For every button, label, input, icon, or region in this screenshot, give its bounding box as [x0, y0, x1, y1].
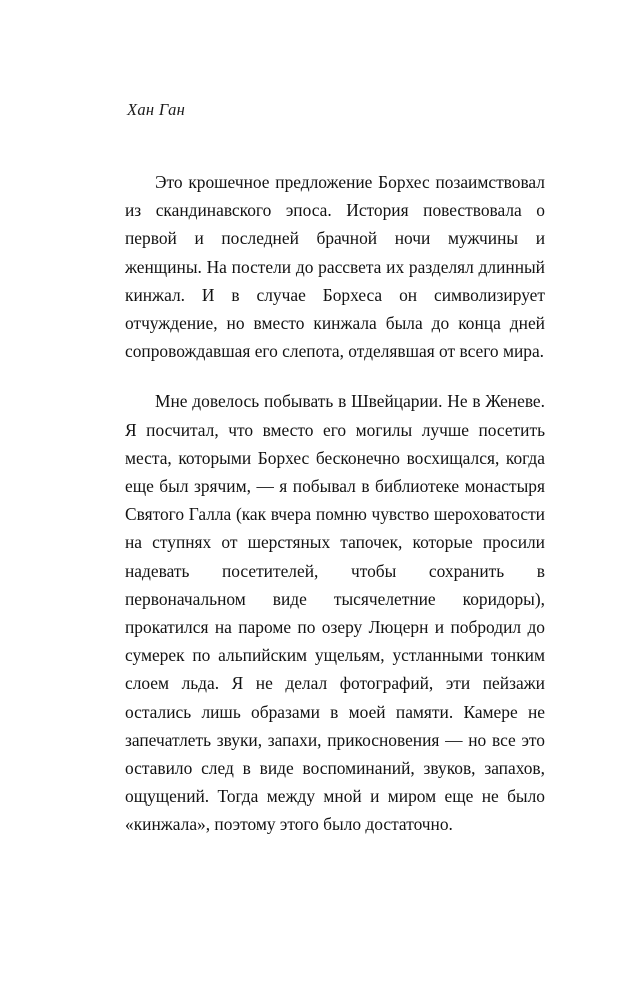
body-paragraph: Мне довелось побывать в Швейцарии. Не в Женеве. Я посчитал, что вместо его могилы лучше посетить места, которыми Борхес бесконечно восхищался, когда еще был зрячим, — я побывал в библиотеке монастыря Святого Галла (как вчера помню чувство шероховатости на ступнях от шерстяных тапочек, которые просили надевать посетителей, чтобы сохранить в первоначальном виде тысячелетние коридоры), прокатился на пароме по озеру Люцерн и побродил до сумерек по альпийским ущельям, устланными тонким слоем льда. Я не делал фотографий, эти пейзажи остались лишь образами в моей памяти. Камере не запечатлеть звуки, запахи, прикосновения — но все это оставило след в виде воспоминаний, звуков, запахов, ощущений. Тогда между мной и миром еще не было «кинжала», поэтому этого было достаточно.	[125, 391, 545, 835]
running-head: Хан Ган	[127, 100, 186, 119]
page-content	[125, 100, 545, 839]
body-paragraph: Это крошечное предложение Борхес позаимствовал из скандинавского эпоса. История повествовала о первой и последней брачной ночи мужчины и женщины. На постели до рассвета их разделял длинный кинжал. И в случае Борхеса он символизирует отчуждение, но вместо кинжала была до конца дней сопровождавшая его слепота, отделявшая от всего мира.	[125, 172, 545, 362]
